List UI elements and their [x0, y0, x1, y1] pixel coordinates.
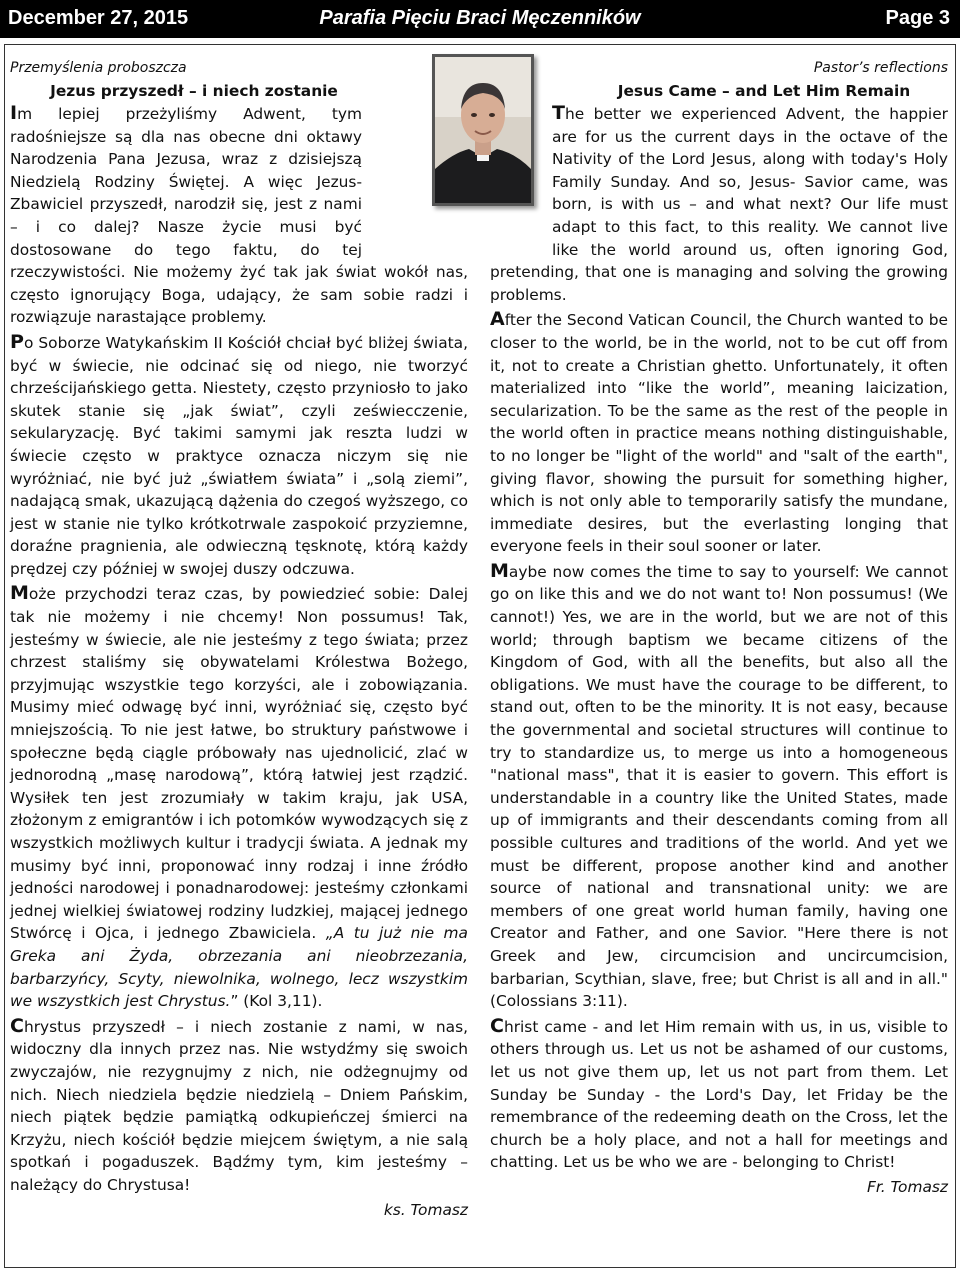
scripture-reference: ” (Kol 3,11). [230, 992, 323, 1011]
scripture-quote: „A tu już nie ma Greka ani Żyda, obrzezania ani nieobrzezania, barbarzyńcy, Scyty, niewolnika, wolnego, lecz wszystkim we wszystkich jest Chrystus. [10, 924, 468, 1011]
paragraph-text: hrist came - and let Him remain with us, in us, visible to others through us. Let us not be ashamed of our customs, let us not give them up, let us not part from them. Let Sunday be Sunday - the Lord's Day, let Friday be the remembrance of the redeeming death on the Cross, let the church be a holy place, and not a hall for meetings and chatting. Let us be who we are - belonging to Christ! [490, 1017, 948, 1172]
polish-signature: ks. Tomasz [383, 1200, 468, 1219]
english-paragraph-2 [490, 308, 948, 558]
english-title: Jesus Came – and Let Him Remain [617, 82, 911, 100]
english-paragraph-1 [490, 102, 948, 306]
drop-cap: C [490, 1014, 504, 1037]
drop-cap: T [552, 102, 565, 124]
paragraph-text: he better we experienced Advent, the happier are for us the current days in the octave of the Nativity of the Lord Jesus, along with today's Holy Family Sunday. And so, Jesus- Savior came, was born, is with us – and what next? Our life must adapt to this fact, to this reality. We cannot live like the world around us, often ignoring God, pretending, that one is managing and solving the growing problems. [490, 105, 948, 304]
polish-title: Jezus przyszedł – i niech zostanie [50, 82, 338, 100]
portrait-image [435, 57, 531, 203]
paragraph-text: hrystus przyszedł – i niech zostanie z nami, w nas, widoczny dla innych przez nas. Nie wstydźmy się swoich zwyczajów, nie rezygnujmy z nich, nie odżegnujmy od nich. Niech niedziela będzie niedzielą – Dniem Pańskim, niech piątek będzie pamiątką odkupieńczej śmierci na Krzyżu, niech kościół będzie miejcem świętym, a nie salą spotkań i pogaduszek. Bądźmy tym, kim jesteśmy – należący do Chrystusa! [10, 1017, 468, 1194]
parish-name: Parafia Pięciu Braci Męczenników [319, 7, 641, 29]
drop-cap: C [10, 1014, 24, 1037]
english-section-label: Pastor’s reflections [813, 60, 948, 76]
pastor-portrait-icon [432, 54, 534, 206]
english-paragraph-4 [490, 1015, 948, 1174]
drop-cap: M [10, 582, 29, 605]
paragraph-text: fter the Second Vatican Council, the Church wanted to be closer to the world, be in the world, not to be cut off from it, not to create a Christian ghetto. Unfortunately, it often materialized into “like the world”, meaning laicization, secularization. To be the same as the rest of the people in the world often in practice means nothing distinguishable, to no longer be "light of the world" and "salt of the earth", giving flavor, showing the pursuit for something higher, which is not only able to temporarily satisfy the mundane, immediate desires, but the everlasting longing that everyone feels in their soul sooner or later. [490, 311, 948, 556]
english-column [490, 58, 948, 1199]
page-number: Page 3 [885, 7, 950, 29]
page-header [0, 0, 960, 38]
polish-column [10, 58, 468, 1221]
drop-cap: I [10, 102, 18, 124]
polish-paragraph-2 [10, 331, 468, 581]
drop-cap: M [490, 559, 509, 582]
drop-cap: P [10, 330, 24, 353]
english-paragraph-3 [490, 560, 948, 1013]
paragraph-text: aybe now comes the time to say to yourself: We cannot go on like this and we do not want to! Non possumus! (We cannot!) Yes, we are in the world, but we are not of this world; through baptism we became citizens of the Kingdom of God, with all the benefits, but also all the obligations. We must have the courage to be different, to stand out, often to be the minority. It is not easy, because the governmental and societal structures will continue to try to standardize us, to merge us into a homogeneous "national mass", that it is easier to govern. This effort is understandable in a country like the United States, made up of immigrants and their descendants coming from all possible cultures and traditions of the world. And yet we must be different, propose another kind and another source of national and transnational unity: we are members of one great world human family, having one Creator and Father, and one Savior. "Here there is not Greek and Jew, circumcision and uncircumcision, barbarian, Scythian, slave, free; but Christ is all and in all." (Colossians 3:11). [490, 562, 948, 1011]
polish-section-label: Przemyślenia proboszcza [10, 60, 187, 76]
paragraph-text: oże przychodzi teraz czas, by powiedzieć sobie: Dalej tak nie możemy i nie chcemy! Non possumus! Tak, jesteśmy w świecie, ale nie jesteśmy z tego świata; przez chrzest staliśmy się obywatelami Królestwa Bożego, przyjmując wszystkie tego korzyści, ale i zobowiązania. Musimy mieć odwagę być inni, wyróżniać się, często być mniejszością. To nie jest łatwe, bo struktury państwowe i społeczne będą ciągle próbowały nas ujednolicić, zlać w jednorodną „masę narodową”, którą łatwiej jest rządzić. Wysiłek ten jest zrozumiały w takim kraju, jak USA, złożonym z emigrantów i ich potomków wywodzących się z wszystkich możliwych kultur i tradycji świata. A jednak my musimy być inni, proponować inny rodzaj i inne źródło jedności narodowej i ponadnarodowej: jesteśmy członkami jednej wielkiej światowej rodziny ludzkiej, mającej jednego Stwórcę i Ojca, i jednego Zbawiciela. [10, 585, 468, 943]
english-signature: Fr. Tomasz [867, 1177, 948, 1196]
polish-paragraph-3 [10, 582, 468, 1012]
drop-cap: A [490, 308, 505, 331]
paragraph-text: o Soborze Watykańskim II Kościół chciał być bliżej świata, być w świecie, nie odcinać się od niego, nie tworzyć chrześcijańskiego getta. Niestety, często przyniosło to jako skutek stanie się „jak świat”, czyli zeświecczenie, sekularyzację. Być takimi samymi jak reszta ludzi w świecie często w praktyce oznacza niczym się nie wyróżniać, nie być już „światłem świata” i „solą ziemi”, nadającą smak, ukazującą dążenia do czegoś wyższego, co jest w stanie nie tylko krótkotrwale zaspokoić przyziemne, doraźne pragnienia, ale odwieczną tęsknotę, którą każdy prędzej czy później w swojej duszy odczuwa. [10, 333, 468, 578]
paragraph-text: m lepiej przeżyliśmy Adwent, tym radośniejsze są dla nas obecne dni oktawy Narodzenia Pana Jezusa, wraz z dzisiejszą Niedzielą Rodziny Świętej. A więc Jezus-Zbawiciel przyszedł, narodził się, jest z nami – i co dalej? Nasze życie musi być dostosowane do tego faktu, do tej rzeczywistości. Nie możemy żyć tak jak świat wokół nas, często ignorujący Boga, udający, że sam sobie radzi i rozwiązuje narastające problemy. [10, 105, 468, 327]
issue-date: December 27, 2015 [8, 7, 189, 29]
polish-paragraph-4 [10, 1015, 468, 1197]
